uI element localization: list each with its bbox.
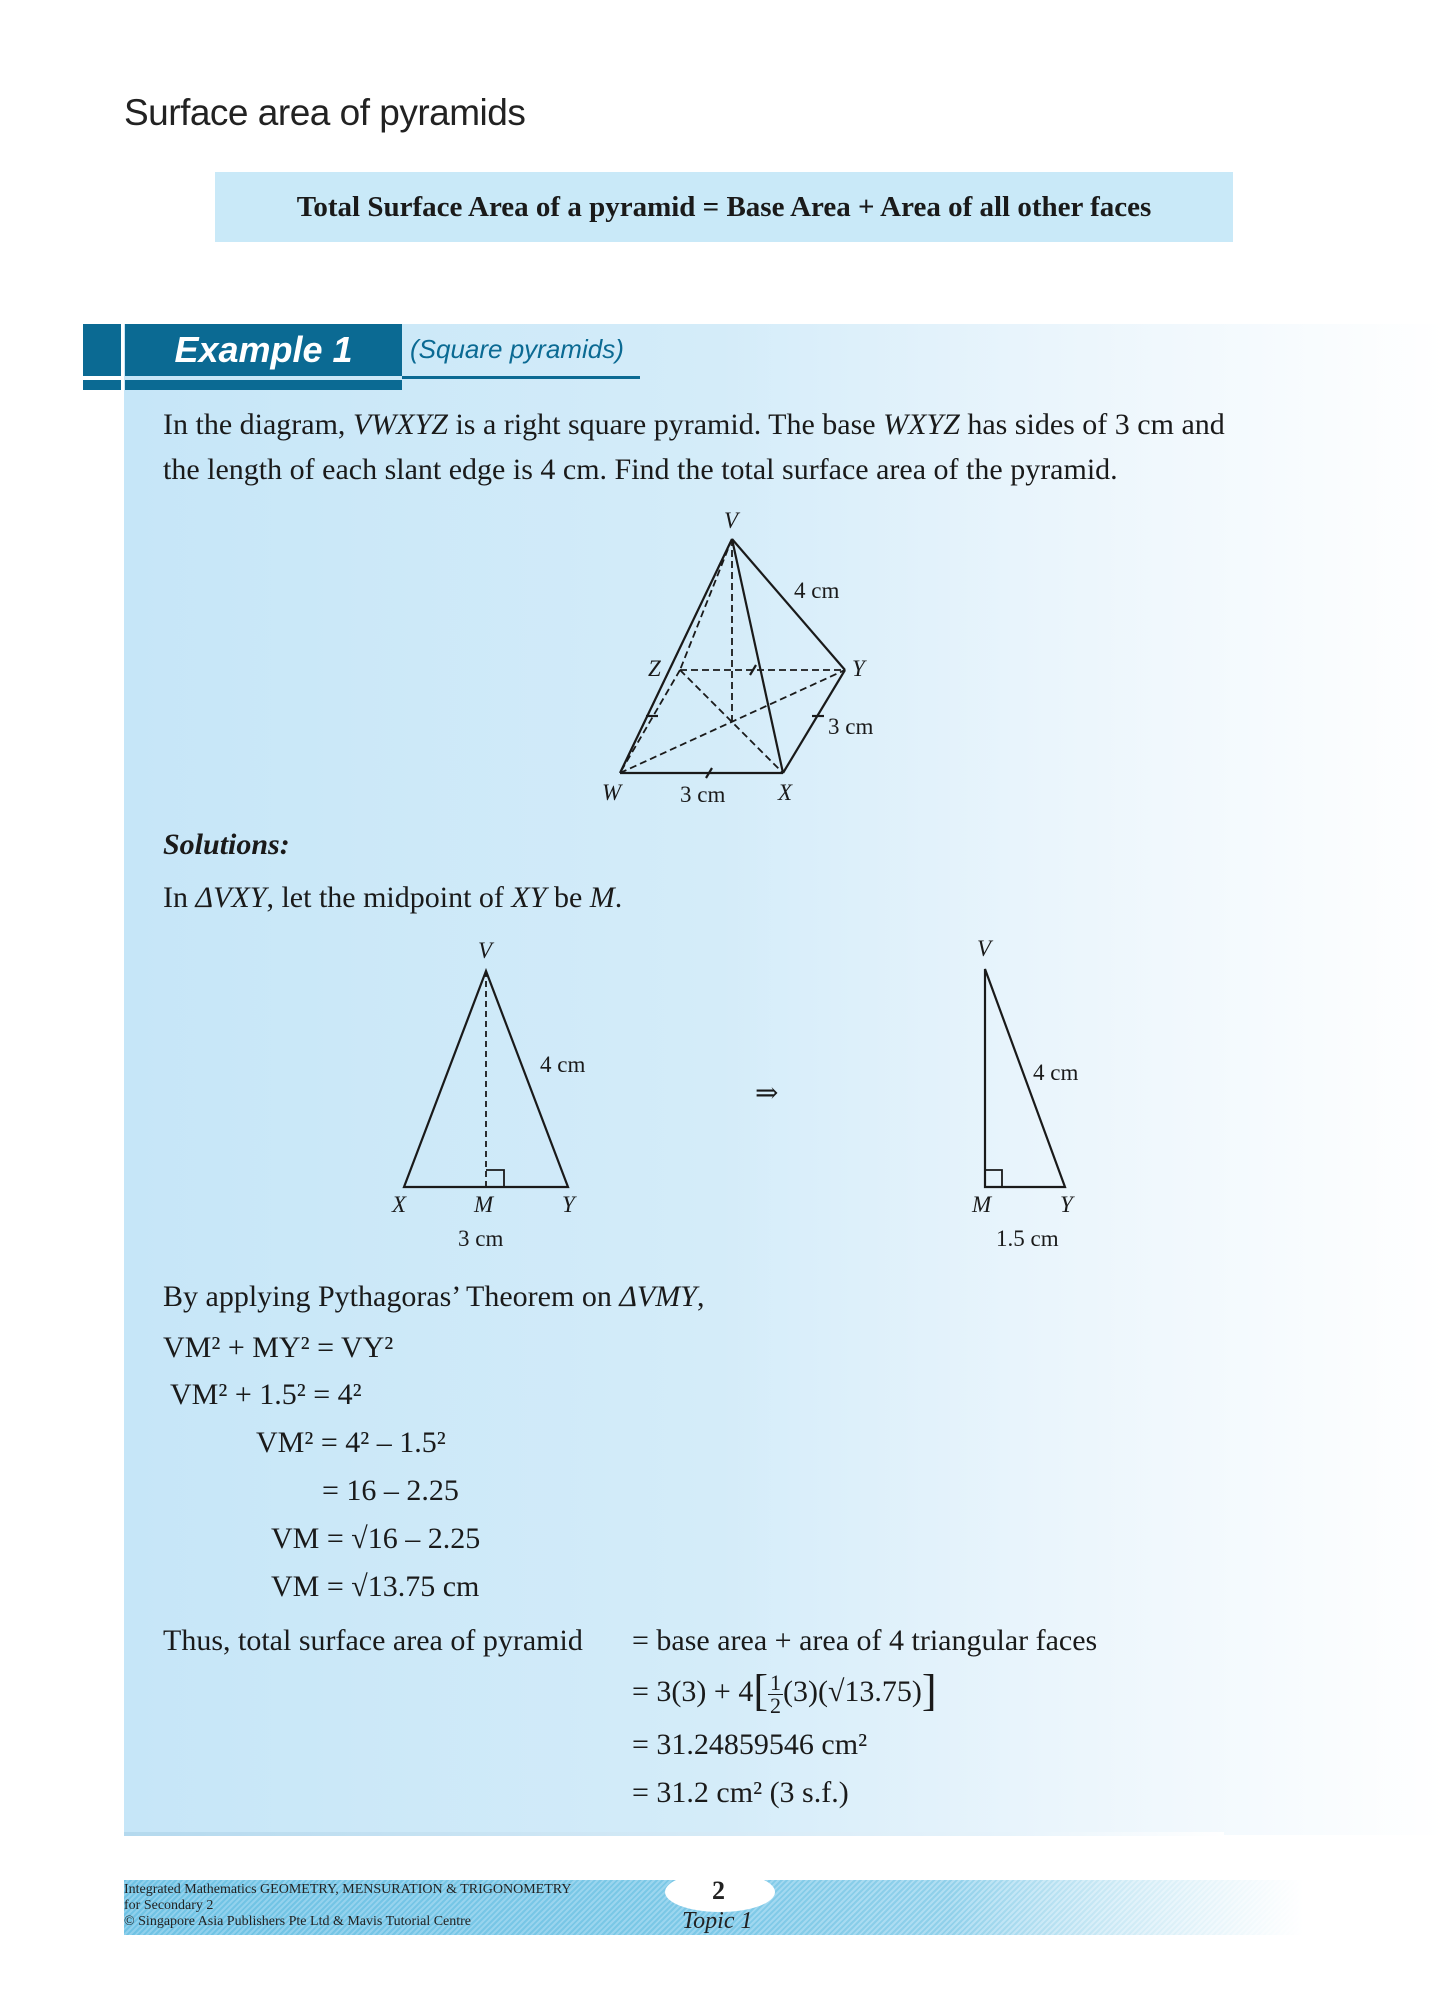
tri-left-side-label: 4 cm — [540, 1052, 586, 1077]
footer-line-1: Integrated Mathematics GEOMETRY, MENSURATION & TRIGONOMETRY — [124, 1882, 572, 1897]
example-subtitle: (Square pyramids) — [410, 334, 624, 364]
triangle-name: ΔVMY — [619, 1280, 697, 1313]
text: (3)(√13.75) — [782, 1675, 922, 1708]
problem-line-2: the length of each slant edge is 4 cm. Find the total surface area of the pyramid. — [163, 453, 1118, 486]
text: has sides of 3 cm and — [959, 408, 1225, 441]
tri-right-v: V — [977, 936, 992, 961]
bracket-open: [ — [753, 1666, 768, 1715]
text: In the diagram, — [163, 408, 353, 441]
tri-right-base-label: 1.5 cm — [996, 1226, 1059, 1251]
tri-right-m: M — [972, 1192, 992, 1217]
vertex-label-z: Z — [648, 656, 661, 681]
solution-intro — [163, 875, 622, 920]
equation-line-6: VM = √13.75 cm — [271, 1570, 480, 1603]
conclusion-step-2 — [632, 1668, 937, 1717]
vertex-label-y: Y — [852, 656, 865, 681]
implies-arrow-icon: ⇒ — [755, 1078, 779, 1109]
text: is a right square pyramid. The base — [447, 408, 884, 441]
text: In — [163, 881, 196, 914]
segment-name: XY — [511, 881, 547, 914]
slant-edge-label: 4 cm — [794, 578, 840, 603]
text: . — [614, 881, 623, 914]
section-title: Surface area of pyramids — [124, 92, 526, 133]
pyramid-name: VWXYZ — [352, 408, 448, 441]
equation-line-4: = 16 – 2.25 — [322, 1474, 459, 1507]
footer-line-3: © Singapore Asia Publishers Pte Ltd & Mavis Tutorial Centre — [124, 1914, 472, 1929]
equation-line-3: VM² = 4² – 1.5² — [256, 1426, 446, 1459]
conclusion-lead: Thus, total surface area of pyramid — [163, 1624, 583, 1657]
tri-left-x: X — [392, 1192, 407, 1217]
topic-label: Topic 1 — [682, 1908, 753, 1934]
fraction — [768, 1669, 783, 1718]
formula-text: Total Surface Area of a pyramid = Base Area + Area of all other faces — [296, 190, 1152, 223]
pythagoras-intro — [163, 1274, 704, 1319]
tri-right-y: Y — [1060, 1192, 1073, 1217]
side-xy-label: 3 cm — [828, 714, 874, 739]
solutions-heading: Solutions: — [163, 828, 290, 861]
text: By applying Pythagoras’ Theorem on — [163, 1280, 620, 1313]
text: = 3(3) + 4 — [632, 1675, 754, 1708]
footer-line-2: for Secondary 2 — [124, 1898, 214, 1913]
footer-credits — [124, 1882, 571, 1930]
tri-left-m: M — [474, 1192, 494, 1217]
page-number: 2 — [712, 1876, 725, 1905]
fraction-numerator: 1 — [769, 1669, 781, 1695]
equation-line-5: VM = √16 – 2.25 — [271, 1522, 481, 1555]
triangle-name: ΔVXY — [195, 881, 267, 914]
point-name: M — [589, 881, 615, 914]
side-wx-label: 3 cm — [680, 782, 726, 807]
text: , — [696, 1280, 705, 1313]
tri-left-v: V — [478, 938, 493, 963]
vertex-label-x: X — [778, 780, 793, 805]
base-name: WXYZ — [883, 408, 960, 441]
vertex-label-w: W — [602, 780, 622, 805]
vertex-label-v: V — [724, 508, 739, 533]
conclusion-step-4: = 31.2 cm² (3 s.f.) — [632, 1776, 849, 1809]
example-title: Example 1 — [174, 329, 353, 370]
tri-right-side-label: 4 cm — [1033, 1060, 1079, 1085]
fraction-denominator: 2 — [769, 1692, 781, 1718]
bracket-close: ] — [921, 1666, 937, 1715]
equation-line-2: VM² + 1.5² = 4² — [170, 1378, 362, 1411]
text: , let the midpoint of — [266, 881, 512, 914]
conclusion-step-1: = base area + area of 4 triangular faces — [632, 1624, 1098, 1657]
equation-line-1: VM² + MY² = VY² — [163, 1331, 394, 1364]
text: be — [546, 881, 590, 914]
tri-left-y: Y — [562, 1192, 575, 1217]
tri-left-base-label: 3 cm — [458, 1226, 504, 1251]
conclusion-step-3: = 31.24859546 cm² — [632, 1728, 868, 1761]
